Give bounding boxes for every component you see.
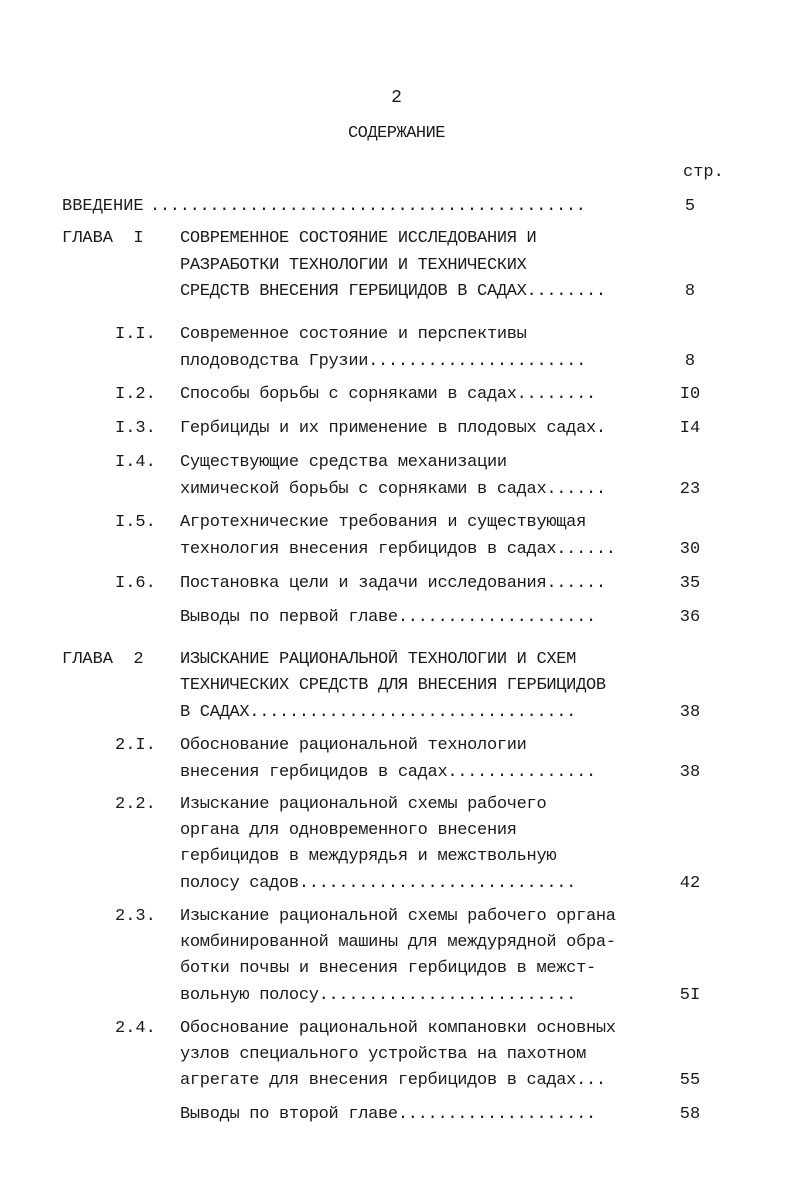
- toc-entry-label: ГЛАВА 2: [62, 650, 144, 669]
- toc-entry-line: химической борьбы с сорняками в садах......: [180, 480, 606, 499]
- toc-entry-page: I4: [679, 419, 701, 438]
- toc-entry-page: 55: [679, 1071, 701, 1090]
- toc-entry-line: ТЕХНИЧЕСКИХ СРЕДСТВ ДЛЯ ВНЕСЕНИЯ ГЕРБИЦИДОВ: [180, 676, 606, 695]
- toc-entry-page: 58: [679, 1105, 701, 1124]
- toc-entry-line: В САДАХ.................................: [180, 703, 577, 722]
- toc-entry-line: СОВРЕМЕННОЕ СОСТОЯНИЕ ИССЛЕДОВАНИЯ И: [180, 229, 537, 248]
- toc-entry-page: 36: [679, 608, 701, 627]
- toc-entry-line: Обоснование рациональной компановки основных: [180, 1019, 616, 1038]
- toc-entry-page: 30: [679, 540, 701, 559]
- toc-entry-line: гербицидов в междурядья и межствольную: [180, 847, 557, 866]
- toc-entry-line: Гербициды и их применение в плодовых садах.: [180, 419, 606, 438]
- toc-entry-label: I.5.: [115, 513, 156, 532]
- toc-entry-line: внесения гербицидов в садах...............: [180, 763, 596, 782]
- toc-entry-line: Выводы по первой главе....................: [180, 608, 596, 627]
- page-number: 2: [391, 88, 402, 108]
- toc-entry-line: Существующие средства механизации: [180, 453, 507, 472]
- toc-entry-label: 2.2.: [115, 795, 156, 814]
- toc-entry-line: РАЗРАБОТКИ ТЕХНОЛОГИИ И ТЕХНИЧЕСКИХ: [180, 256, 527, 275]
- toc-entry-line: Изыскание рациональной схемы рабочего: [180, 795, 547, 814]
- toc-entry-label: I.I.: [115, 325, 156, 344]
- toc-entry-page: 8: [684, 282, 696, 301]
- toc-entry-line: технология внесения гербицидов в садах......: [180, 540, 616, 559]
- toc-entry-intro-label: ВВЕДЕНИЕ: [62, 197, 144, 216]
- page-column-label: стр.: [683, 163, 724, 182]
- toc-entry-line: Выводы по второй главе....................: [180, 1105, 596, 1124]
- toc-entry-label: I.2.: [115, 385, 156, 404]
- toc-entry-line: СРЕДСТВ ВНЕСЕНИЯ ГЕРБИЦИДОВ В САДАХ........: [180, 282, 606, 301]
- toc-entry-line: плодоводства Грузии......................: [180, 352, 586, 371]
- toc-entry-label: ГЛАВА I: [62, 229, 144, 248]
- toc-entry-page: 38: [679, 763, 701, 782]
- toc-entry-label: I.3.: [115, 419, 156, 438]
- toc-entry-label: 2.4.: [115, 1019, 156, 1038]
- toc-entry-label: 2.3.: [115, 907, 156, 926]
- toc-entry-page: 35: [679, 574, 701, 593]
- toc-entry-line: Способы борьбы с сорняками в садах........: [180, 385, 596, 404]
- toc-entry-line: агрегате для внесения гербицидов в садах...: [180, 1071, 606, 1090]
- toc-entry-intro-dots: ............................................: [150, 197, 586, 216]
- toc-entry-page: 5I: [679, 986, 701, 1005]
- toc-entry-line: ИЗЫСКАНИЕ РАЦИОНАЛЬНОЙ ТЕХНОЛОГИИ И СХЕМ: [180, 650, 577, 669]
- toc-entry-line: Обоснование рациональной технологии: [180, 736, 527, 755]
- toc-entry-page: 8: [684, 352, 696, 371]
- toc-entry-page: 5: [684, 197, 696, 216]
- toc-entry-line: Современное состояние и перспективы: [180, 325, 527, 344]
- toc-entry-label: 2.I.: [115, 736, 156, 755]
- toc-entry-line: ботки почвы и внесения гербицидов в межст-: [180, 959, 596, 978]
- toc-entry-page: 23: [679, 480, 701, 499]
- toc-entry-line: вольную полосу..........................: [180, 986, 577, 1005]
- toc-entry-line: органа для одновременного внесения: [180, 821, 517, 840]
- toc-entry-line: полосу садов............................: [180, 874, 577, 893]
- toc-entry-label: I.6.: [115, 574, 156, 593]
- toc-entry-line: узлов специального устройства на пахотном: [180, 1045, 586, 1064]
- toc-entry-line: комбинированной машины для междурядной обра-: [180, 933, 616, 952]
- toc-entry-line: Постановка цели и задачи исследования......: [180, 574, 606, 593]
- toc-entry-page: 38: [679, 703, 701, 722]
- toc-title: СОДЕРЖАНИЕ: [347, 124, 446, 143]
- toc-entry-page: 42: [679, 874, 701, 893]
- toc-entry-line: Агротехнические требования и существующая: [180, 513, 586, 532]
- toc-entry-line: Изыскание рациональной схемы рабочего органа: [180, 907, 616, 926]
- toc-entry-page: I0: [679, 385, 701, 404]
- toc-entry-label: I.4.: [115, 453, 156, 472]
